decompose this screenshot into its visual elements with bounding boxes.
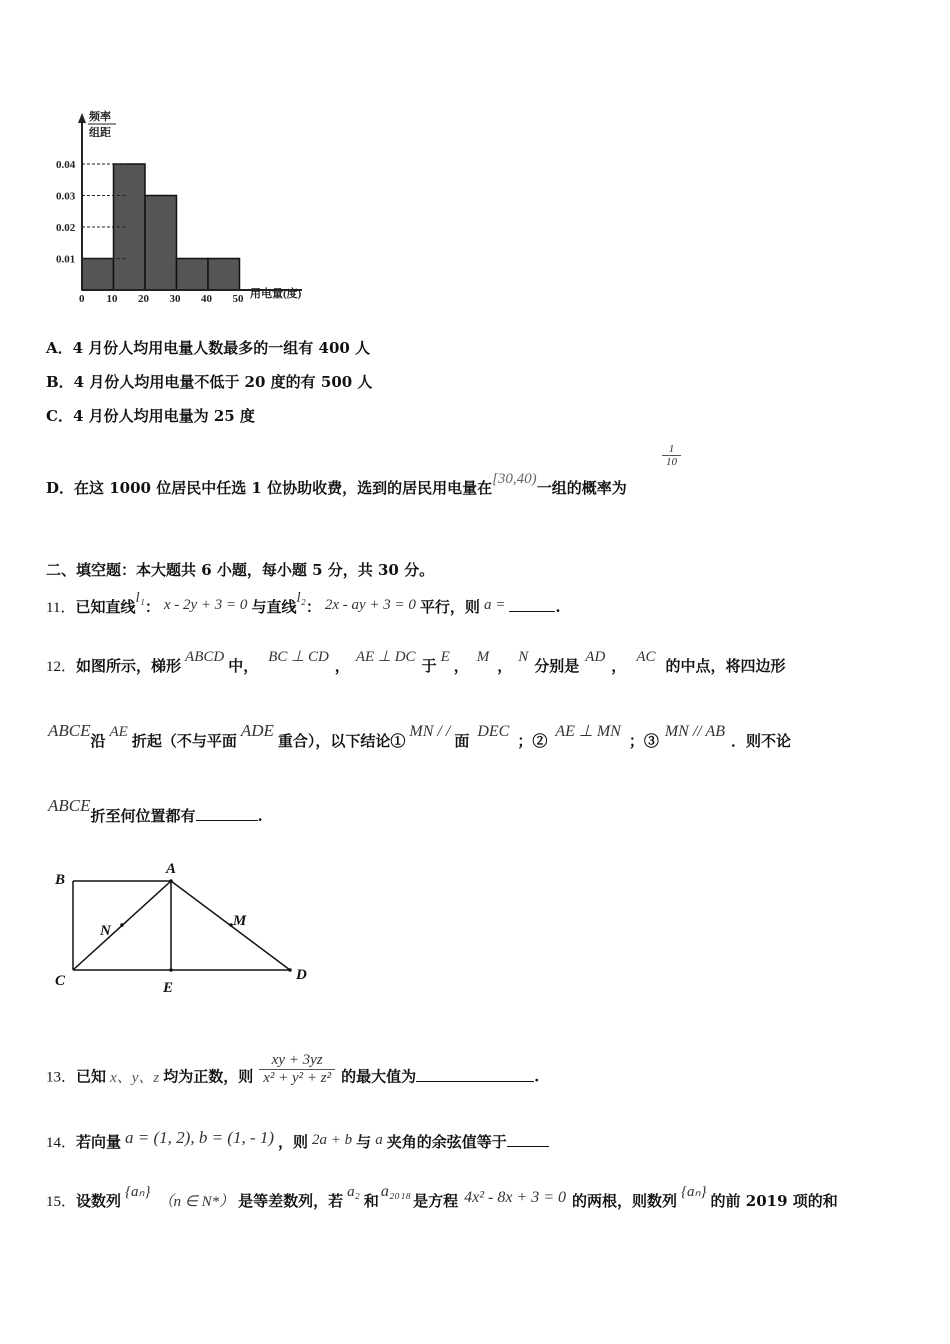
- question-number: 13．: [46, 1069, 77, 1086]
- label-n: N: [100, 923, 111, 939]
- x-tick-label: 50: [232, 293, 244, 305]
- q13-text: 已知: [76, 1067, 107, 1086]
- q11-colon-2: ：: [305, 598, 321, 616]
- y-axis-arrow: [78, 113, 86, 123]
- q12-segment: AE: [109, 724, 128, 740]
- answer-blank[interactable]: [507, 1146, 549, 1147]
- label-a: A: [166, 861, 177, 877]
- q12-text: 重合），以下结论①: [277, 732, 406, 750]
- label-e: E: [163, 980, 174, 996]
- answer-blank[interactable]: [196, 820, 258, 821]
- q12-trapezoid: ABCD: [185, 649, 225, 665]
- q12-comma: ，: [334, 657, 350, 675]
- q14-vector-a: a: [375, 1132, 383, 1148]
- q15-equation: 4x² - 8x + 3 = 0: [464, 1189, 567, 1206]
- q12-text: ；③: [628, 732, 659, 750]
- question-15: [46, 1183, 838, 1211]
- q11-variable-a: a =: [483, 597, 506, 613]
- q12-plane: DEC: [477, 723, 510, 740]
- q11-text-2: 与直线: [251, 598, 297, 616]
- option-a: A．4 月份人均用电量人数最多的一组有 400 人: [46, 339, 371, 357]
- q11-text: 已知直线: [75, 598, 136, 616]
- q13-fraction-denominator: x² + y² + z²: [263, 1070, 332, 1086]
- answer-blank[interactable]: [509, 611, 555, 612]
- label-c: C: [55, 973, 66, 989]
- y-label-bottom: 组距: [89, 127, 111, 139]
- q12-point: N: [518, 649, 529, 665]
- y-tick-label: 0.01: [56, 253, 76, 266]
- q14-vectors: a = (1, 2), b = (1, - 1): [125, 1128, 275, 1147]
- q12-text: 沿: [90, 732, 106, 750]
- q12-condition: AE ⊥ DC: [355, 649, 416, 665]
- q12-text: 折至何位置都有: [90, 807, 196, 825]
- q15-condition: （n ∈ N*）: [158, 1194, 235, 1210]
- q15-text: 和: [363, 1192, 379, 1210]
- q15-sequence: {aₙ}: [125, 1184, 151, 1200]
- option-d: [46, 471, 627, 498]
- q15-text: 是等差数列，若: [238, 1192, 344, 1210]
- q13-text: 均为正数，则: [163, 1067, 254, 1086]
- q15-sequence: {aₙ}: [681, 1184, 707, 1200]
- y-tick-label: 0.02: [56, 222, 76, 234]
- x-tick-label: 0: [79, 293, 85, 305]
- line-l1-equation: x - 2y + 3 = 0: [163, 597, 248, 613]
- question-11: [46, 590, 561, 617]
- q14-expression: 2a + b: [312, 1132, 353, 1148]
- y-label-top: 频率: [89, 111, 111, 123]
- q14-text: 若向量: [76, 1133, 122, 1151]
- q11-colon: ：: [144, 598, 160, 616]
- x-tick-label: 40: [201, 293, 212, 305]
- q12-text: 的中点，将四边形: [665, 657, 786, 675]
- label-b: B: [55, 872, 66, 888]
- q15-term-a2: a₂: [347, 1184, 360, 1200]
- q12-point: E: [440, 649, 450, 665]
- q12-text: 中，: [228, 657, 259, 675]
- q12-point: M: [476, 649, 490, 665]
- x-tick-label: 10: [106, 293, 118, 305]
- question-12-line-3: [48, 796, 263, 826]
- q15-text: 的两根，则数列: [572, 1192, 678, 1210]
- line-l2-equation: 2x - ay + 3 = 0: [324, 597, 416, 613]
- question-13: [46, 1052, 540, 1095]
- x-tick-label: 20: [138, 293, 149, 305]
- q12-comma: ，: [611, 657, 627, 675]
- q12-quad: ABCE: [48, 721, 91, 740]
- q13-fraction-numerator: xy + 3yz: [259, 1052, 335, 1070]
- histogram-chart: [40, 105, 330, 310]
- q12-comma: ，: [453, 657, 469, 675]
- section-heading: 二、填空题：本大题共 6 小题，每小题 5 分，共 30 分。: [46, 561, 435, 579]
- q13-variables: x、y、z: [110, 1069, 160, 1086]
- question-12-line-2: [48, 721, 792, 751]
- x-tick-label: 30: [169, 293, 181, 305]
- option-d-interval: [30,40): [492, 471, 537, 487]
- q15-text: 设数列: [76, 1192, 122, 1210]
- q12-condition: BC ⊥ CD: [268, 649, 329, 665]
- option-c: C．4 月份人均用电量为 25 度: [46, 407, 255, 425]
- y-tick-label: 0.03: [56, 190, 76, 203]
- q12-conclusion-3: MN // AB: [664, 723, 725, 740]
- q14-text: 与: [356, 1133, 372, 1151]
- label-m: M: [233, 913, 247, 929]
- option-d-prefix: D．在这 1000 位居民中任选 1 位协助收费，选到的居民用电量在: [46, 479, 493, 497]
- y-tick-label: 0.04: [56, 159, 76, 171]
- q12-text: 折起（不与平面: [131, 732, 237, 750]
- histogram-bars: [82, 164, 240, 290]
- q12-segment: AC: [636, 649, 656, 665]
- q12-text: 如图所示，梯形: [76, 657, 182, 675]
- x-tick-labels: [79, 293, 244, 305]
- line-l2: l₂: [296, 590, 306, 606]
- trapezoid-figure: [45, 855, 325, 1005]
- q12-quad: ABCE: [48, 796, 91, 815]
- q12-text: 面: [454, 732, 470, 750]
- q13-text: 的最大值为: [341, 1067, 417, 1086]
- question-12-line-1: [46, 649, 786, 676]
- y-tick-labels: [56, 159, 76, 266]
- histogram-bar: [82, 259, 114, 291]
- option-d-suffix: 一组的概率为: [536, 479, 627, 497]
- q14-text: 夹角的余弦值等于: [386, 1133, 507, 1151]
- q12-text: 于: [421, 657, 437, 675]
- q13-fraction: [259, 1052, 335, 1087]
- histogram-bar: [208, 259, 240, 291]
- question-number: 12．: [46, 659, 77, 675]
- q13-end: .: [534, 1067, 540, 1086]
- x-axis-label: 用电量(度): [250, 288, 302, 300]
- histogram-bar: [145, 196, 177, 291]
- q12-text: 分别是: [534, 657, 580, 675]
- q12-segment: AD: [585, 649, 606, 665]
- label-d: D: [296, 967, 307, 983]
- q15-text: 是方程: [413, 1192, 459, 1210]
- q12-end: .: [257, 807, 263, 825]
- question-number: 15．: [46, 1194, 77, 1210]
- q12-comma: ，: [497, 657, 513, 675]
- q12-text: ；②: [517, 732, 548, 750]
- q15-text: 的前 2019 项的和: [710, 1192, 838, 1210]
- q15-term-a2018: a₂₀₁₈: [380, 1183, 412, 1200]
- option-d-fraction-denominator: 10: [666, 456, 677, 468]
- question-14: [46, 1128, 549, 1152]
- option-b: B．4 月份人均用电量不低于 20 度的有 500 人: [46, 373, 373, 391]
- q12-plane: ADE: [240, 721, 274, 740]
- q12-text: ．则不论: [731, 732, 792, 750]
- answer-blank[interactable]: [416, 1081, 534, 1082]
- question-number: 14．: [46, 1135, 77, 1151]
- q14-text: ，则: [278, 1133, 309, 1151]
- question-number: 11．: [46, 600, 76, 616]
- q12-conclusion-2: AE ⊥ MN: [555, 723, 621, 740]
- option-d-fraction: [662, 443, 681, 468]
- q11-text-3: 平行，则: [419, 598, 480, 616]
- histogram-bar: [177, 259, 209, 291]
- q11-end: .: [555, 598, 561, 616]
- line-l1: l₁: [135, 590, 145, 606]
- q12-conclusion-1: MN / /: [409, 723, 451, 740]
- option-d-fraction-numerator: 1: [662, 443, 681, 456]
